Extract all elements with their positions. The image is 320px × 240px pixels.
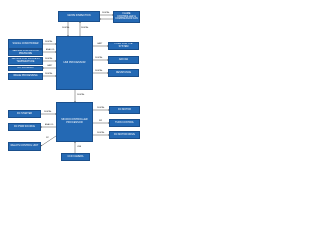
label-digital-left-1: DIGITAL [45,41,53,43]
label-digital-left-3: DIGITAL [45,58,53,60]
box-bottom-right-2: TURN CONTROL [109,119,140,127]
label-digital-left-5: DIGITAL [45,73,53,75]
diagram-arrows [0,0,149,198]
label-digital-flame: DIGITAL [102,12,110,14]
box-bottom-right-3: DC MOTOR DRIVE [109,131,140,139]
box-left-4: DC SOURCES [8,66,43,71]
label-digital-br-3: DIGITAL [97,132,105,134]
label-analog-left-2: ANALOG [46,49,55,51]
label-uart-left-4: UART [47,65,53,67]
label-digital-top-2: DIGITAL [81,27,89,29]
box-right-1: PUMP FOR THE SYSTEM [108,42,139,50]
label-spi-br-2: SPI [99,120,103,122]
label-digital-right-2: DIGITAL [95,57,103,59]
box-bottom-center: CCD CAMERA [61,153,90,161]
box-top-center: MAXIM INSPECTION [58,11,100,22]
label-digital-br-1: DIGITAL [97,107,105,109]
box-central-lower: MICROCONTROLLER PROCESSOR [56,102,93,142]
box-right-2: AIR FAN [108,56,139,64]
label-digital-top-1: DIGITAL [62,27,70,29]
label-uart-right-1: UART [97,43,103,45]
box-left-3: SENSOR FOR PROCESS TEMPERATURE [8,57,43,65]
box-left-5: IMAGE PROCESSING [8,73,43,80]
label-digital-right-3: DIGITAL [95,70,103,72]
box-left-2: SENSOR FOR AIR LOW PRESSURE [8,49,43,56]
label-digital-middle: DIGITAL [77,94,85,96]
label-usb-camera: USB [77,146,82,148]
box-central-upper: HMI PROCESSOR [56,36,93,90]
box-top-right: FLAME CONTROLLER & COMPRESSOR FAN [113,11,140,23]
box-right-3: RESISTANCE [108,69,139,77]
label-analog-bl-2: ANALOG [45,124,54,126]
box-bottom-left-1: DC STARTER [8,110,41,118]
box-bottom-left-2: DC PWM SOURCE [8,123,41,131]
box-bottom-right-1: DC MOTOR [109,106,140,114]
label-i2c-bl-3: I2C [46,137,50,139]
box-bottom-left-3: RELAYS CONTROL UNIT [8,142,41,151]
box-left-1: SIGNAL CONDITIONER [8,39,43,49]
label-digital-bl-1: DIGITAL [44,111,52,113]
